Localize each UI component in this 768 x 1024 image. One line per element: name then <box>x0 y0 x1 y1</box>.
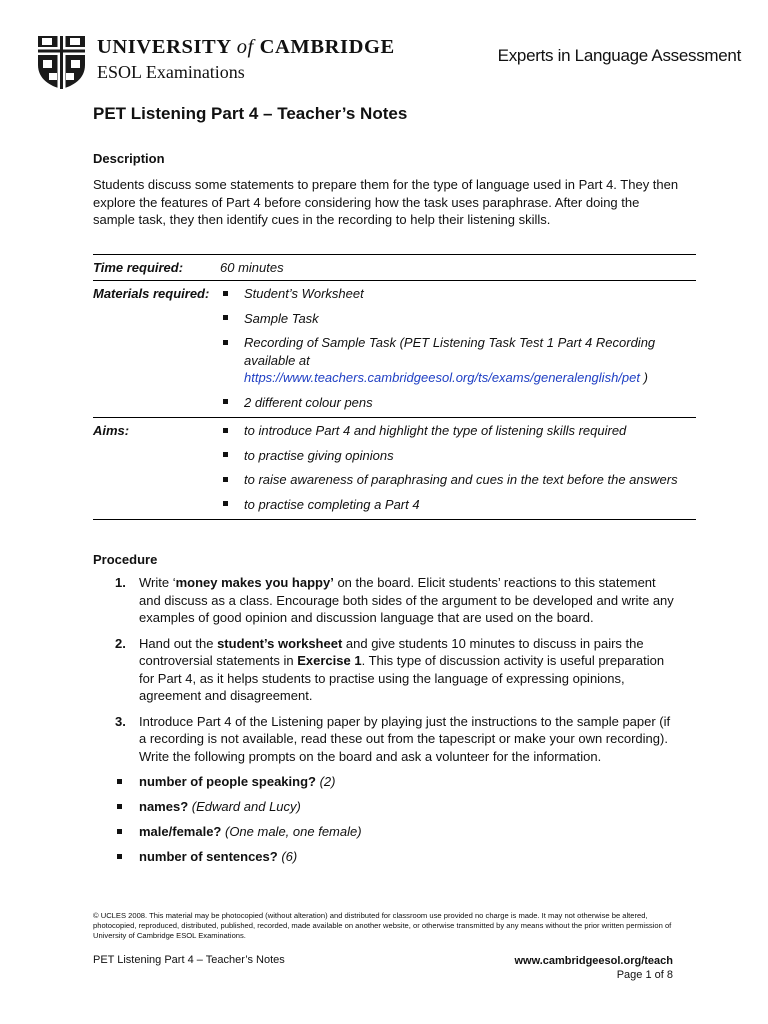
bullet-icon <box>223 291 228 296</box>
page-header <box>0 0 768 100</box>
footer-doc-title: PET Listening Part 4 – Teacher’s Notes <box>93 954 285 966</box>
footer-url[interactable]: www.cambridgeesol.org/teach <box>514 955 673 967</box>
bullet-icon <box>223 477 228 482</box>
bullet-icon <box>223 315 228 320</box>
tagline: Experts in Language Assessment <box>497 46 741 65</box>
description-heading: Description <box>93 151 165 166</box>
list-item: names? (Edward and Lucy) <box>93 798 678 816</box>
info-table <box>93 254 696 520</box>
list-item: to practise giving opinions <box>220 447 696 465</box>
list-item: to introduce Part 4 and highlight the type of listening skills required <box>220 422 696 440</box>
procedure-step: 1. Write ‘money makes you happy’ on the board. Elicit students’ reactions to this statement and discuss as a class. Encourage both sides of the argument to be developed and write any examples of good opinion and discussion language that are used on the board. <box>115 575 674 625</box>
procedure-step: 3. Introduce Part 4 of the Listening paper by playing just the instructions to the sample paper (if a recording is not available, read these out from the tapescript or make your own recording). Write the following prompts on the board and ask a volunteer for the information. <box>115 713 671 764</box>
aims-list <box>220 422 696 513</box>
prompt-list <box>93 773 678 866</box>
list-item: 2 different colour pens <box>220 394 696 412</box>
bullet-icon <box>117 804 122 809</box>
bullet-icon <box>223 399 228 404</box>
time-row <box>93 255 696 281</box>
list-item: to practise completing a Part 4 <box>220 496 696 514</box>
aims-row <box>93 418 696 520</box>
bullet-icon <box>223 501 228 506</box>
page-number: Page 1 of 8 <box>616 969 673 981</box>
bullet-icon <box>117 779 122 784</box>
footer-right <box>514 954 673 982</box>
materials-list <box>220 285 696 411</box>
materials-label: Materials required: <box>93 286 210 301</box>
list-item: number of sentences? (6) <box>93 848 678 866</box>
university-name: UNIVERSITY of CAMBRIDGE <box>97 36 395 58</box>
list-item: Recording of Sample Task (PET Listening Task Test 1 Part 4 Recording available at https://www.teachers.cambridgeesol.org/ts/exams/generalenglish/pet ) <box>220 334 696 387</box>
copyright-notice: © UCLES 2008. This material may be photocopied (without alteration) and distributed for classroom use provided no charge is made. It may not otherwise be altered, photocopied, reproduced, distributed, published, recorded, made available on another website, or otherwise transmitted by any means without the prior written permission of University of Cambridge ESOL Examinations. <box>93 911 672 940</box>
time-label: Time required: <box>93 260 184 275</box>
university-crest-icon <box>37 35 86 90</box>
list-item: male/female? (One male, one female) <box>93 823 678 841</box>
page-title: PET Listening Part 4 – Teacher’s Notes <box>93 104 408 123</box>
time-value: 60 minutes <box>220 260 284 275</box>
list-item: to raise awareness of paraphrasing and cues in the text before the answers <box>220 471 696 489</box>
bullet-icon <box>223 428 228 433</box>
list-item: Sample Task <box>220 310 696 328</box>
materials-row <box>93 281 696 418</box>
aims-label: Aims: <box>93 423 130 438</box>
list-item: number of people speaking? (2) <box>93 773 678 791</box>
recording-link[interactable]: https://www.teachers.cambridgeesol.org/ts/exams/generalenglish/pet <box>244 370 640 385</box>
bullet-icon <box>223 452 228 457</box>
procedure-step: 2. Hand out the student’s worksheet and give students 10 minutes to discuss in pairs the controversial statements in Exercise 1. This type of discussion activity is useful preparation for Part 4, as it helps students to practise using the language of expressing opinions, agreement and disagreement. <box>115 635 665 703</box>
bullet-icon <box>117 854 122 859</box>
bullet-icon <box>117 829 122 834</box>
procedure-list <box>93 574 678 873</box>
description-text: Students discuss some statements to prepare them for the type of language used in Part 4. They then explore the features of Part 4 before considering how the task uses paraphrase. After doing the sample task, they then identify cues in the recording to help their listening skills. <box>93 177 679 227</box>
bullet-icon <box>223 340 228 345</box>
list-item: Student’s Worksheet <box>220 285 696 303</box>
procedure-heading: Procedure <box>93 552 158 567</box>
esol-subtitle: ESOL Examinations <box>97 62 245 82</box>
